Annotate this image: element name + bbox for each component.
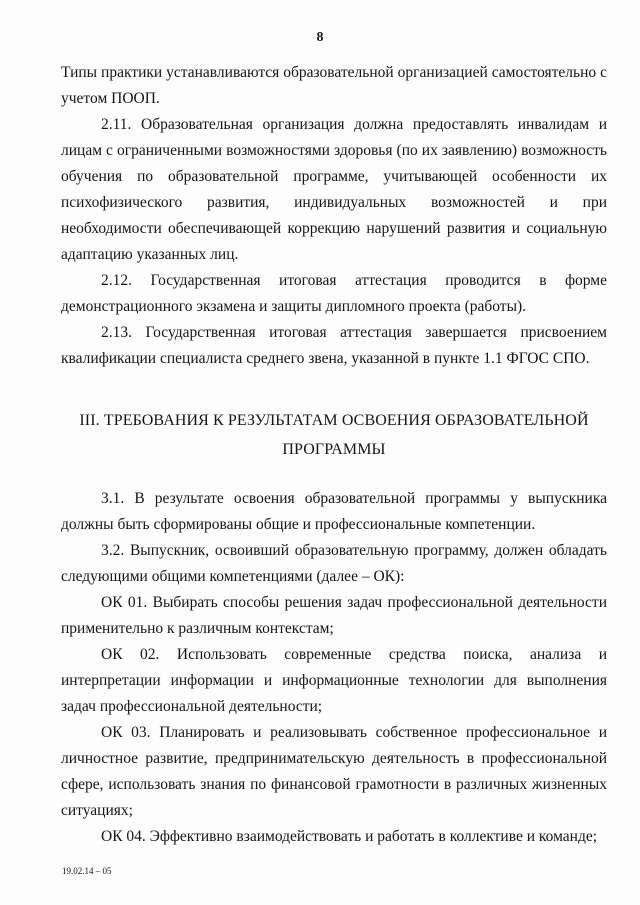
page-number: 8 (316, 30, 324, 45)
paragraph: ОК 02. Использовать современные средства поиска, анализа и интерпретации информации и информационные технологии для выполнения задач профессиональной деятельности; (61, 646, 607, 715)
paragraph: 3.1. В результате освоения образовательной программы у выпускника должны быть сформированы общие и профессиональные компетенции. (61, 490, 607, 533)
paragraph: 2.12. Государственная итоговая аттестация проводится в форме демонстрационного экзамена и защиты дипломного проекта (работы). (61, 272, 607, 315)
paragraph: 3.2. Выпускник, освоивший образовательную программу, должен обладать следующими общими компетенциями (далее – ОК): (61, 542, 607, 585)
paragraph: Типы практики устанавливаются образовательной организацией самостоятельно с учетом ПООП. (61, 64, 607, 107)
document-body (61, 60, 607, 850)
paragraph: ОК 04. Эффективно взаимодействовать и работать в коллективе и команде; (101, 828, 598, 845)
section-two-text (61, 60, 607, 372)
paragraph: 2.13. Государственная итоговая аттестация завершается присвоением квалификации специалиста среднего звена, указанной в пункте 1.1 ФГОС СПО. (61, 324, 607, 367)
section-heading: III. ТРЕБОВАНИЯ К РЕЗУЛЬТАТАМ ОСВОЕНИЯ ОБРАЗОВАТЕЛЬНОЙ ПРОГРАММЫ (79, 412, 589, 458)
paragraph: ОК 03. Планировать и реализовывать собственное профессиональное и личностное развитие, предпринимательскую деятельность в профессиональной сфере, использовать знания по финансовой грамотности в различных жизненных ситуациях; (61, 724, 607, 819)
paragraph: ОК 01. Выбирать способы решения задач профессиональной деятельности применительно к различным контекстам; (61, 594, 607, 637)
footer-code: 19.02.14 – 05 (62, 866, 112, 876)
section-three-text (61, 486, 607, 850)
paragraph: 2.11. Образовательная организация должна предоставлять инвалидам и лицам с ограниченными возможностями здоровья (по их заявлению) возможность обучения по образовательной программе, учитывающей особенности их психофизического развития, индивидуальных возможностей и при необходимости обеспечивающей коррекцию нарушений развития и социальную адаптацию указанных лиц. (61, 116, 607, 263)
